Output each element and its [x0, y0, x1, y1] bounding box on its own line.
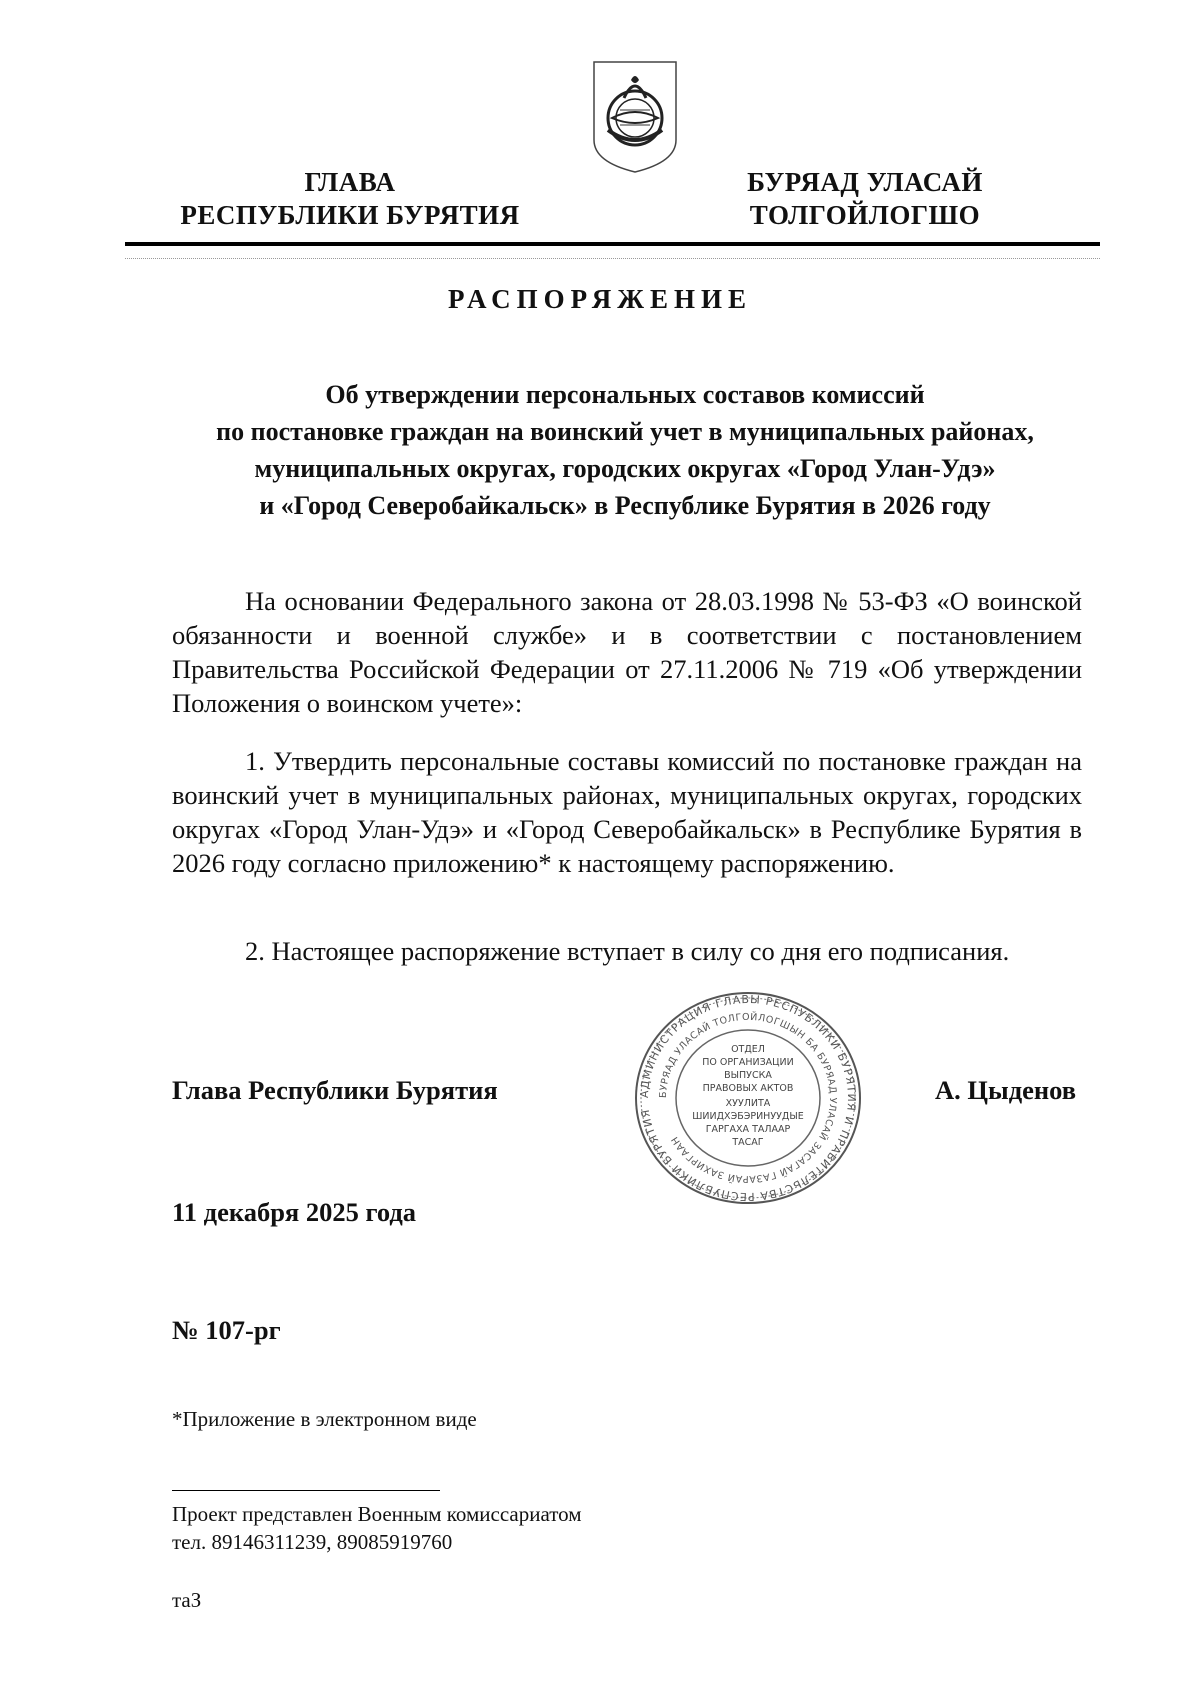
- title-line: Об утверждении персональных составов комиссий: [325, 380, 925, 409]
- paragraph-text: 1. Утвердить персональные составы комиссий по постановке граждан на воинский учет в муниципальных районах, муниципальных округах, городских округах «Город Улан-Удэ» и «Город Северобайкальск» в Республике Бурятия в 2026 году согласно приложению* к настоящему распоряжению.: [172, 746, 1082, 878]
- stamp-line: ХУУЛИТА: [725, 1098, 771, 1109]
- footer-divider: [172, 1490, 440, 1491]
- stamp-line: ПО ОРГАНИЗАЦИИ: [702, 1057, 794, 1068]
- title-line: муниципальных округах, городских округах «Город Улан-Удэ»: [254, 454, 996, 483]
- paragraph-text: На основании Федерального закона от 28.03.1998 № 53-ФЗ «О воинской обязанности и военной службе» и в соответствии с постановлением Правительства Российской Федерации от 27.11.2006 № 719 «Об утверждении Положения о воинском учете»:: [172, 586, 1082, 718]
- stamp-line: ВЫПУСКА: [724, 1070, 772, 1081]
- header-divider-thick: [125, 242, 1100, 246]
- header-left-line1: ГЛАВА: [304, 167, 396, 197]
- stamp-inner-ring: БУРЯАД УЛАСАЙ ТОЛГОЙЛОГШЫН БА БУРЯАД УЛАСАЙ ЗАСАГАЙ ГАЗАРАЙ ЗАХИРГААН: [657, 1011, 839, 1185]
- header-right-line1: БУРЯАД УЛАСАЙ: [747, 167, 983, 197]
- stamp-line: ГАРГАХА ТАЛААР: [705, 1124, 791, 1135]
- document-date: 11 декабря 2025 года: [172, 1197, 417, 1227]
- document-type: РАСПОРЯЖЕНИЕ: [447, 284, 753, 314]
- header-divider-dotted: [125, 258, 1100, 259]
- body-paragraph-item-2: [172, 934, 1082, 968]
- document-number: № 107-рг: [172, 1315, 281, 1345]
- footer-phone-line: тел. 89146311239, 89085919760: [172, 1530, 453, 1554]
- signatory-name: А. Цыденов: [935, 1075, 1077, 1105]
- stamp-line: ШИИДХЭБЭРИНУУДЫЕ: [692, 1111, 804, 1122]
- stamp-line: ПРАВОВЫХ АКТОВ: [702, 1083, 794, 1094]
- title-line: по постановке граждан на воинский учет в муниципальных районах,: [216, 417, 1034, 446]
- header-right: [700, 166, 1030, 232]
- document-title: [150, 376, 1100, 524]
- stamp-outer-ring: АДМИНИСТРАЦИЯ ГЛАВЫ РЕСПУБЛИКИ БУРЯТИЯ И ПРАВИТЕЛЬСТВА РЕСПУБЛИКИ БУРЯТИЯ: [637, 992, 859, 1204]
- document-code: таЗ: [172, 1588, 202, 1612]
- stamp-line: ОТДЕЛ: [731, 1044, 765, 1055]
- header-left: [170, 166, 530, 232]
- title-line: и «Город Северобайкальск» в Республике Бурятия в 2026 году: [259, 491, 991, 520]
- appendix-note: *Приложение в электронном виде: [172, 1407, 477, 1431]
- stamp-line: ТАСАГ: [732, 1137, 764, 1148]
- footer-project-line: Проект представлен Военным комиссариатом: [172, 1502, 582, 1526]
- official-stamp: [628, 988, 868, 1208]
- header-right-line2: ТОЛГОЙЛОГШО: [749, 200, 981, 230]
- signatory-position: Глава Республики Бурятия: [172, 1075, 498, 1105]
- coat-of-arms-icon: [590, 58, 680, 176]
- body-paragraph-preamble: [172, 584, 1082, 720]
- header-left-line2: РЕСПУБЛИКИ БУРЯТИЯ: [180, 200, 520, 230]
- paragraph-text: 2. Настоящее распоряжение вступает в силу со дня его подписания.: [245, 936, 1010, 966]
- body-paragraph-item-1: [172, 744, 1082, 880]
